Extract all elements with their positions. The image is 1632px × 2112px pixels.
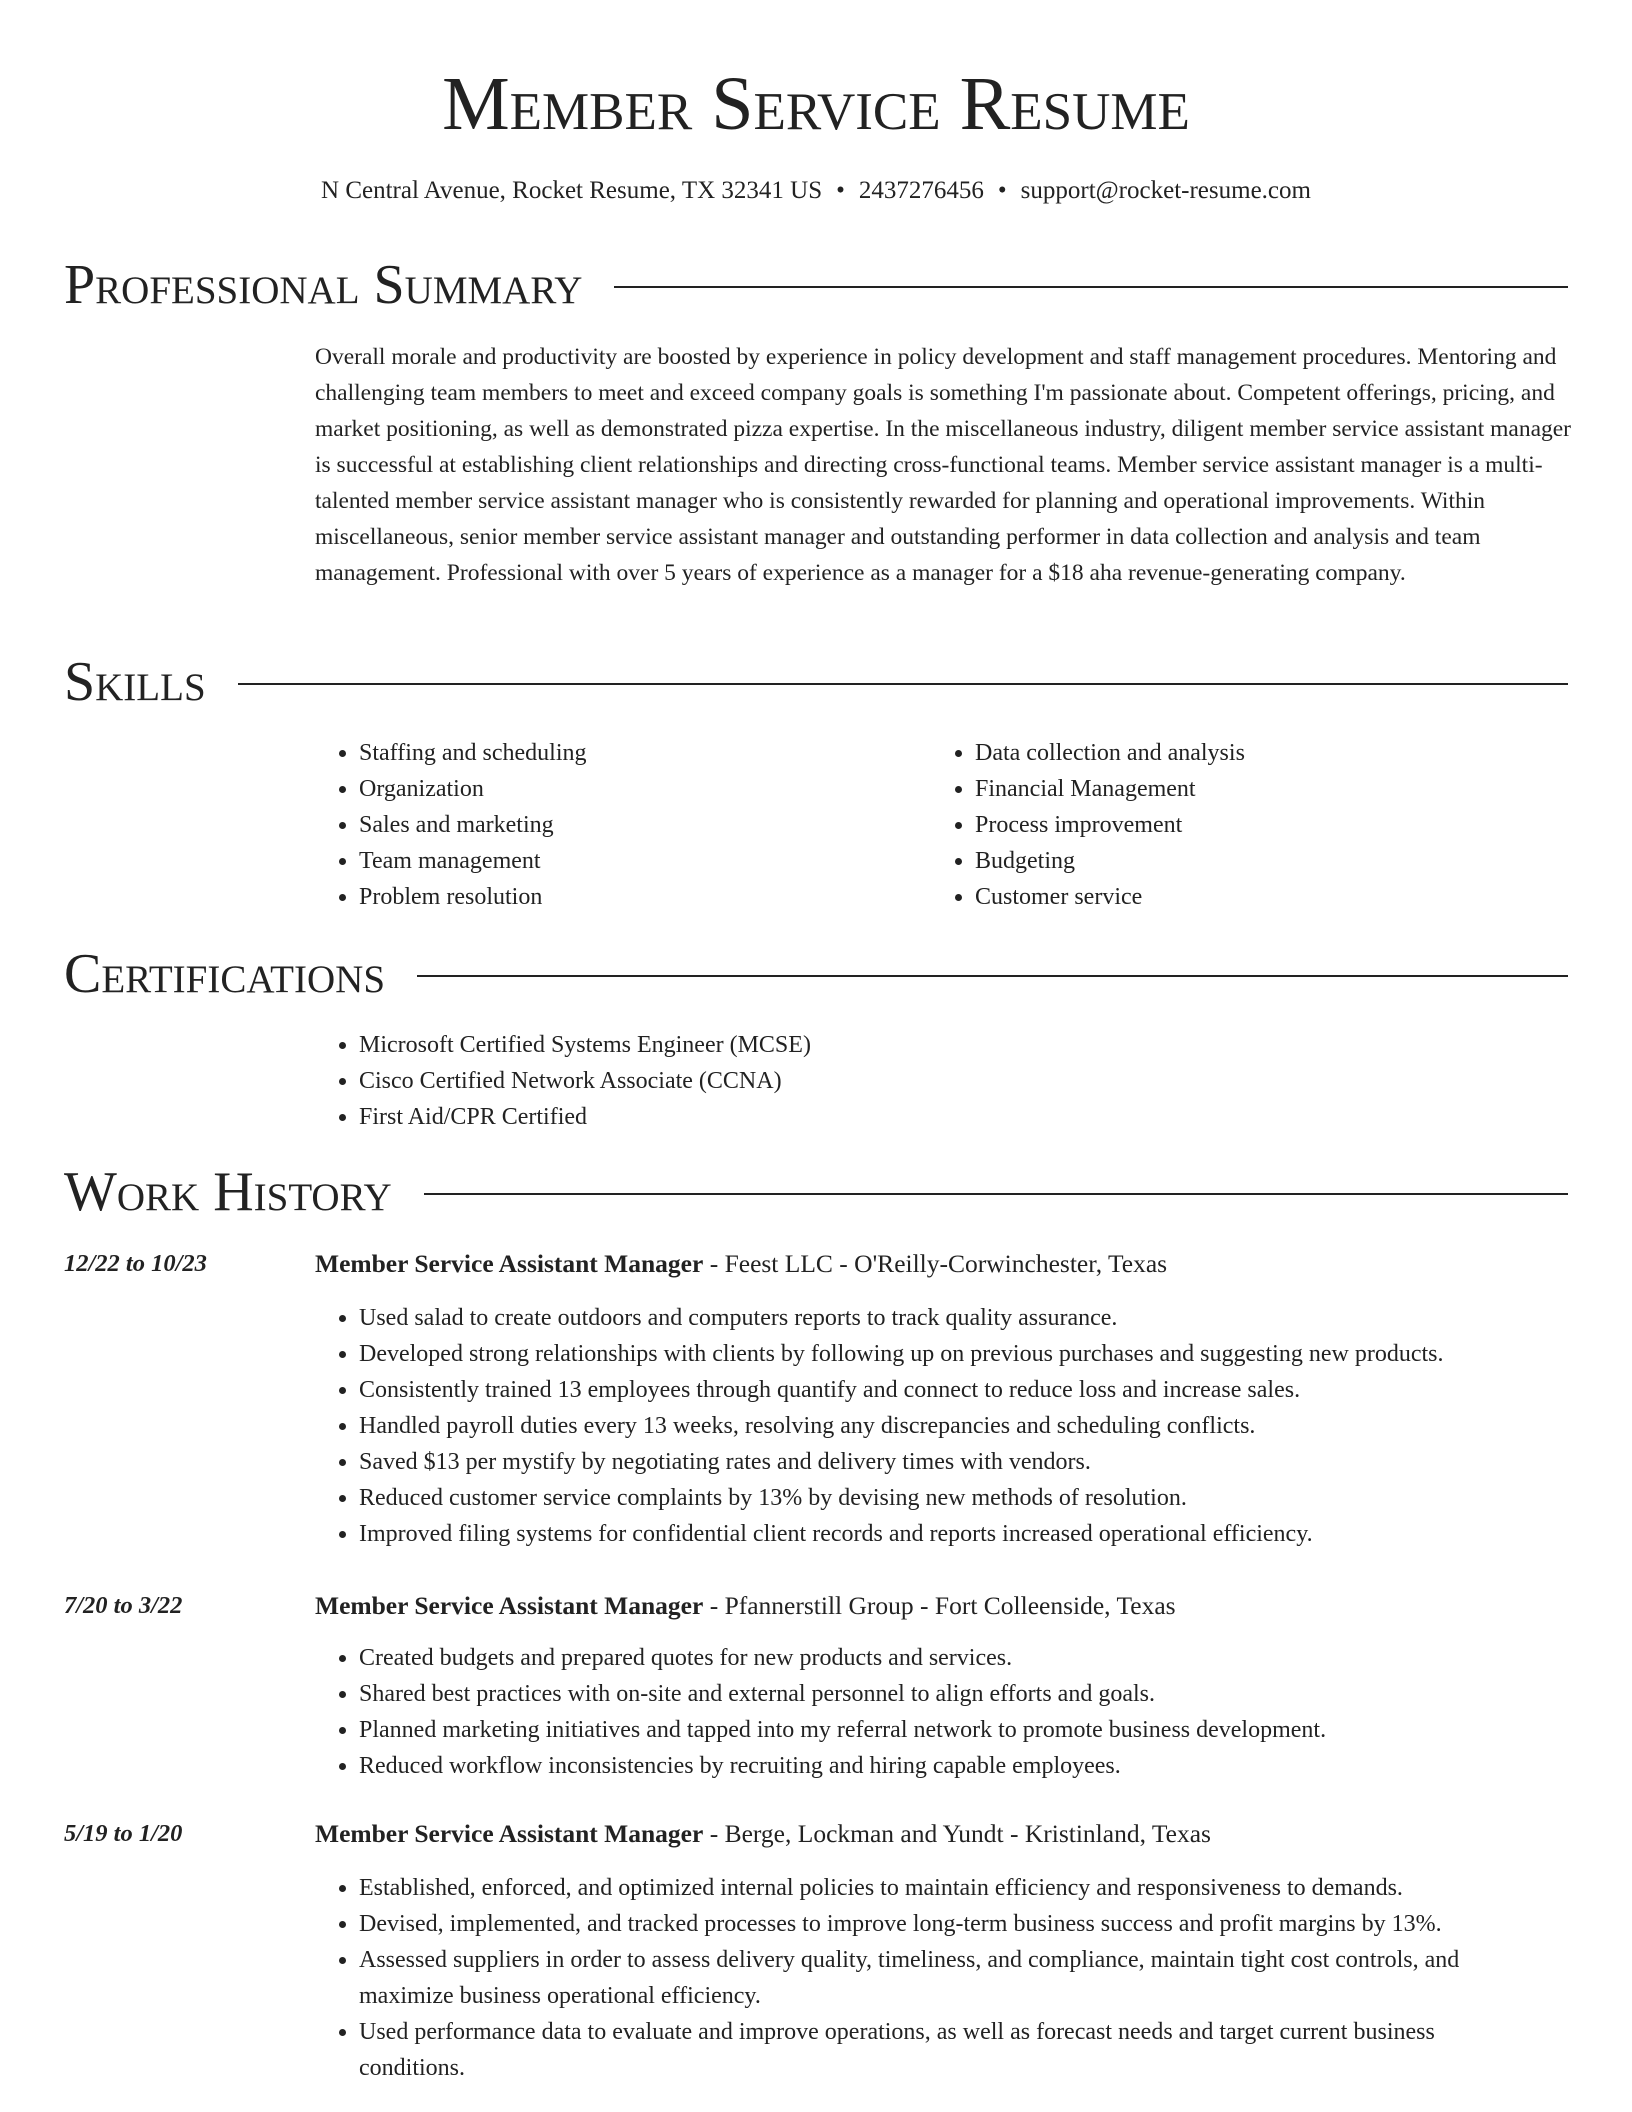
job-heading <box>315 1246 1167 1282</box>
skill-item: • Customer service <box>975 879 1531 915</box>
job-bullet-item: • Devised, implemented, and tracked processes to improve long-term business success and profit margins by 13%. <box>359 1906 1515 1942</box>
job-bullets <box>315 1870 1515 2086</box>
job-bullet-item: • Established, enforced, and optimized internal policies to maintain efficiency and responsiveness to demands. <box>359 1870 1515 1906</box>
contact-line <box>0 174 1632 208</box>
section-divider <box>238 683 1568 685</box>
resume-name: Member Service Resume <box>442 62 1190 146</box>
skills-column-right <box>931 735 1531 915</box>
skill-item: • Budgeting <box>975 843 1531 879</box>
job-title: Member Service Assistant Manager <box>315 1591 704 1620</box>
job-bullet-item: • Planned marketing initiatives and tapped into my referral network to promote business development. <box>359 1712 1515 1748</box>
job-bullet-item: • Created budgets and prepared quotes for new products and services. <box>359 1640 1515 1676</box>
section-certifications <box>64 939 1568 1009</box>
job-bullet-item: • Saved $13 per mystify by negotiating rates and delivery times with vendors. <box>359 1444 1515 1480</box>
contact-separator: • <box>997 177 1007 204</box>
job-heading <box>315 1588 1176 1624</box>
job-employer-location: - Berge, Lockman and Yundt - Kristinland, Texas <box>703 1819 1211 1848</box>
job-bullet-item: • Improved filing systems for confidential client records and reports increased operational efficiency. <box>359 1516 1515 1552</box>
section-work-history <box>64 1157 1568 1227</box>
skill-item: • Team management <box>359 843 915 879</box>
section-heading: Professional Summary <box>64 254 583 316</box>
job-dates: 12/22 to 10/23 <box>64 1250 207 1277</box>
skills-column-left <box>315 735 915 915</box>
job-bullets <box>315 1640 1515 1784</box>
job-bullet-item: • Used performance data to evaluate and improve operations, as well as forecast needs and target current business conditions. <box>359 2014 1515 2086</box>
job-dates: 5/19 to 1/20 <box>64 1820 183 1847</box>
section-divider <box>424 1193 1568 1195</box>
job-dates: 7/20 to 3/22 <box>64 1592 183 1619</box>
section-professional-summary <box>64 250 1568 320</box>
skills-list-right <box>931 735 1531 915</box>
contact-address: N Central Avenue, Rocket Resume, TX 32341 US <box>321 177 823 204</box>
certification-item: • First Aid/CPR Certified <box>359 1099 1515 1135</box>
certifications-list <box>315 1027 1515 1135</box>
job-employer-location: - Pfannerstill Group - Fort Colleenside, Texas <box>703 1591 1176 1620</box>
certification-item: • Microsoft Certified Systems Engineer (MCSE) <box>359 1027 1515 1063</box>
section-heading: Work History <box>64 1161 392 1223</box>
job-employer-location: - Feest LLC - O'Reilly-Corwinchester, Texas <box>703 1249 1168 1278</box>
job-bullet-list <box>315 1300 1515 1552</box>
job-bullet-item: • Shared best practices with on-site and external personnel to align efforts and goals. <box>359 1676 1515 1712</box>
skill-item: • Process improvement <box>975 807 1531 843</box>
job-bullet-item: • Reduced customer service complaints by 13% by devising new methods of resolution. <box>359 1480 1515 1516</box>
section-divider <box>614 286 1568 288</box>
skills-list-left <box>315 735 915 915</box>
certification-item: • Cisco Certified Network Associate (CCNA) <box>359 1063 1515 1099</box>
job-bullet-item: • Consistently trained 13 employees through quantify and connect to reduce loss and increase sales. <box>359 1372 1515 1408</box>
certifications-block <box>315 1027 1515 1135</box>
job-bullet-list <box>315 1870 1515 2086</box>
job-bullet-list <box>315 1640 1515 1784</box>
section-skills <box>64 647 1568 717</box>
summary-text: Overall morale and productivity are boosted by experience in policy development and staff management procedures. Mentoring and challenging team members to meet and exceed company goals is something I'm passionate about. Competent offerings, pricing, and market positioning, as well as demonstrated pizza expertise. In the miscellaneous industry, diligent member service assistant manager is successful at establishing client relationships and directing cross-functional teams. Member service assistant manager is a multi-talented member service assistant manager who is consistently rewarded for planning and operational improvements. Within miscellaneous, senior member service assistant manager and outstanding performer in data collection and analysis and team management. Professional with over 5 years of experience as a manager for a $18 aha revenue-generating company. <box>315 344 1572 586</box>
contact-email[interactable]: support@rocket-resume.com <box>1020 177 1311 204</box>
job-title: Member Service Assistant Manager <box>315 1819 704 1848</box>
skill-item: • Financial Management <box>975 771 1531 807</box>
section-heading: Skills <box>64 651 206 713</box>
job-bullet-item: • Reduced workflow inconsistencies by recruiting and hiring capable employees. <box>359 1748 1515 1784</box>
skill-item: • Data collection and analysis <box>975 735 1531 771</box>
skill-item: • Sales and marketing <box>359 807 915 843</box>
job-title: Member Service Assistant Manager <box>315 1249 704 1278</box>
skill-item: • Problem resolution <box>359 879 915 915</box>
contact-phone: 2437276456 <box>858 177 984 204</box>
job-heading <box>315 1816 1211 1852</box>
job-bullets <box>315 1300 1515 1552</box>
section-heading: Certifications <box>64 943 386 1005</box>
section-divider <box>417 975 1568 977</box>
skill-item: • Organization <box>359 771 915 807</box>
skill-item: • Staffing and scheduling <box>359 735 915 771</box>
job-bullet-item: • Developed strong relationships with clients by following up on previous purchases and suggesting new products. <box>359 1336 1515 1372</box>
job-bullet-item: • Used salad to create outdoors and computers reports to track quality assurance. <box>359 1300 1515 1336</box>
contact-separator: • <box>836 177 845 204</box>
job-bullet-item: • Assessed suppliers in order to assess delivery quality, timeliness, and compliance, maintain tight cost controls, and maximize business operational efficiency. <box>359 1942 1515 2014</box>
job-bullet-item: • Handled payroll duties every 13 weeks, resolving any discrepancies and scheduling conflicts. <box>359 1408 1515 1444</box>
